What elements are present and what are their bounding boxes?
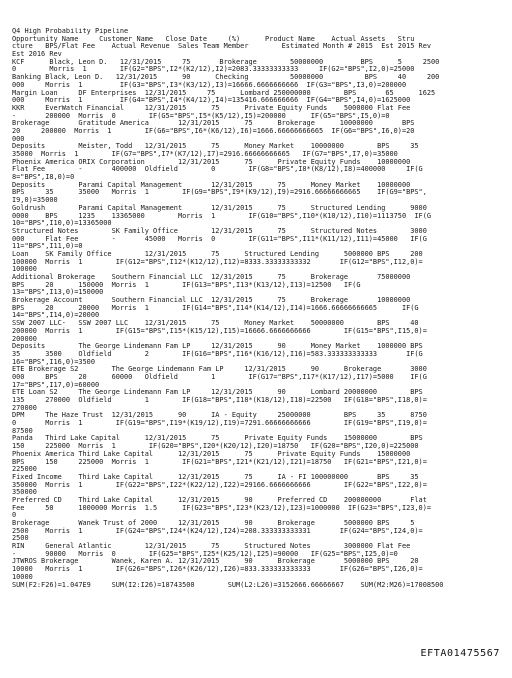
document-line: JTWROS Brokerage Wanek, Karen A. 12/31/2015 90 Brokerage 5000000 BPS 20 [12,557,419,566]
document-line: 135 270000 Oldfield 1 IF(G18="BPS",I18*(K18/12),I18)=22500 IF(G18="BPS",I18,0)= [12,396,427,404]
document-line: 10000 Morris 1 IF(G26="BPS",I26*(K26/12),I26)=833.333333333333 IF(G26="BPS",I26,0)= [12,565,423,574]
document-line: 000 [12,134,25,143]
document-line: 10="BPS",I10,0)=13365000 [12,219,112,228]
document-line: Brokerage Wanek Trust of 2000 12/31/2015 90 Brokerage 5000000 BPS 5 [12,519,415,527]
document-line: Margin Loan DF Enterprises 12/31/2015 75 Lombard 250000000 BPS 65 1625 [12,88,436,97]
document-line: Est 2016 Rev [12,50,62,59]
document-line: Fee 50 1000000 Morris 1.5 IF(G23="BPS",I23*(K23/12),I23)=1000000 IF(G23="BPS",I23,0)= [12,503,431,512]
document-line: 0 Morris 1 IF(G19="BPS",I19*(K19/12),I19)=7291.66666666666 IF(G19="BPS",I19,0)= [12,419,427,428]
document-line: Preferred CD Third Lake Capital 12/31/2015 90 Preferred CD 200000000 Flat [12,495,427,504]
document-line: 10000 [12,572,33,581]
document-line: 350000 Morris 1 IF(G22="BPS",I22*(K22/12),I22)=29166.6666666666 IF(G22="BPS",I22,0)= [12,480,427,489]
document-line: 350000 [12,488,37,497]
document-line: SUM(F2:F26)=1.047E9 SUM(I2:I26)=18743500 SUM(L2:L26)=3152666.66666667 SUM(M2:M26)=17008500 [12,580,444,589]
document-line: Deposits Parami Capital Management 12/31/2015 75 Money Market 10000000 [12,180,411,189]
document-line: Panda Third Lake Capital 12/31/2015 75 Private Equity Funds 15000000 BPS [12,434,423,443]
document-line: BPS 20 150000 Morris 1 IF(G13="BPS",I13*(K13/12),I13)=12500 IF(G [12,280,361,289]
document-line: 0 Morris 1 IF(G2="BPS",I2*(K2/12),I2)=2083.33333333333 IF(G2="BPS",I2,0)=25000 [12,65,415,74]
document-line: Deposits Meister, Todd 12/31/2015 75 Money Market 10000000 BPS 35 [12,142,419,151]
document-line: Banking Black, Leon D. 12/31/2015 90 Checking 50000000 BPS 40 200 [12,73,440,82]
document-line: 20 200000 Morris 1 IF(G6="BPS",I6*(K6/12),I6)=1666.66666666665 IF(G6="BPS",I6,0)=20 [12,126,415,135]
document-line: ETE Loan S2 The George Lindemann Fam LP 12/31/2015 90 Lombard 20000000 BPS [12,388,423,397]
document-id-stamp: EFTA01475567 [420,648,500,659]
document-line: 000 Flat Fee - 45000 Morris 0 IF(G11="BPS",I11*(K11/12),I11)=45000 IF(G [12,234,427,243]
document-line: 0000 BPS 1235 13365000 Morris 1 IF(G10="BPS",I10*(K10/12),I10)=1113750 IF(G [12,211,431,220]
document-line: 0 [12,511,17,520]
document-line: Brokerage Account Southern Financial LLC 12/31/2015 75 Brokerage 10000000 [12,296,411,305]
document-line: 8="BPS",I8,0)=0 [12,173,75,182]
document-line: 150 225000 Morris 1 IF(G20="BPS",I20*(K20/12),I20)=18750 IF(G20="BPS",I20,0)=225000 [12,442,419,451]
document-line: BPS 35 35000 Morris 1 IF(G9="BPS",I9*(K9/12),I9)=2916.66666666665 IF(G9="BPS", [12,188,427,197]
document-line: Additional Brokerage Southern Financial LLC 12/31/2015 75 Brokerage 75000000 [12,273,411,281]
document-line: KKR EverWatch Financial 12/31/2015 75 Private Equity Funds 5000000 Flat Fee [12,103,411,112]
document-line: 87500 [12,426,33,435]
document-line: 000 Morris 1 IF(G4="BPS",I4*(K4/12),I4)=135416.666666666 IF(G4="BPS",I4,0)=1625000 [12,96,411,105]
document-line: Opportunity Name Customer Name Close Date (%) Product Name Actual Assets Stru [12,34,415,43]
document-line: 35 3500 Oldfield 2 IF(G16="BPS",I16*(K16/12),I16)=583.333333333333 IF(G [12,349,423,358]
document-line: 35000 Morris 1 IF(G7="BPS",I7*(K7/12),I7)=2916.66666666665 IF(G7="BPS",I7,0)=35000 [12,150,398,158]
document-line: 225000 [12,465,37,474]
document-line: 17="BPS",I17,0)=60000 [12,380,100,389]
document-line: Q4 High Probability Pipeline [12,28,129,35]
document-line: Brokerage Gratitude America 12/31/2015 75 Brokerage 10000000 BPS [12,119,415,128]
document-line: - 90000 Morris 0 IF(G25="BPS",I25*(K25/12),I25)=90000 IF(G25="BPS",I25,0)=0 [12,549,398,558]
document-line: 200000 Morris 1 IF(G15="BPS",I15*(K15/12),I15)=16666.6666666666 IF(G15="BPS",I15,0)= [12,326,427,335]
document-line: Phoenix America Third Lake Capital 12/31/2015 75 Private Equity Funds 15000000 [12,449,411,458]
document-line: DPM The Haze Trust 12/31/2015 90 IA - Equity 25000000 BPS 35 8750 [12,411,427,420]
document-line: 000 Morris 1 IF(G3="BPS",I3*(K3/12),I3)=16666.6666666666 IF(G3="BPS",I3,0)=200000 [12,80,407,89]
document-line: 270000 [12,403,37,412]
document-line: BPS 20 20000 Morris 1 IF(G14="BPS",I14*(K14/12),I14)=1666.66666666665 IF(G [12,303,419,312]
document-line: - 200000 Morris 0 IF(G5="BPS",I5*(K5/12),I5)=200000 IF(G5="BPS",I5,0)=0 [12,111,390,120]
document-line: ETE Brokerage S2 The George Lindemann Fam LP 12/31/2015 90 Brokerage 3000 [12,365,427,374]
document-line: RIN General Atlantic 12/31/2015 75 Structured Notes 3000000 Flat Fee [12,542,411,551]
document-line: 2500 [12,534,29,543]
document-line: Flat Fee - 400000 Oldfield 0 IF(G8="BPS",I8*(K8/12),I8)=400000 IF(G [12,165,423,174]
document-line: 000 BPS 20 60000 Oldfield 1 IF(G17="BPS",I17*(K17/12),I17)=5000 IF(G [12,372,427,381]
document-line: cture BPS/Flat Fee Actual Revenue Sales Team Member Estimated Month # 2015 Est 2015 Rev [12,42,431,51]
document-line: 14="BPS",I14,0)=20000 [12,311,100,320]
document-line: Fixed Income Third Lake Capital 12/31/2015 75 IA - FI 100000000 BPS 35 [12,472,419,481]
document-line: 100000 [12,265,37,274]
document-body [12,28,504,589]
document-line: Structured Notes SK Family Office 12/31/2015 75 Structured Notes 3000 [12,226,427,235]
document-line: Deposits The George Lindemann Fam LP 12/31/2015 90 Money Market 1000000 BPS [12,342,423,351]
document-line: 13="BPS",I13,0)=150000 [12,288,104,297]
document-line: I9,0)=35000 [12,196,58,205]
document-line: Loan SK Family Office 12/31/2015 75 Structured Lending 5000000 BPS 200 [12,249,423,258]
document-line: Phoenix America ORIX Corporation 12/31/2015 75 Private Equity Funds 10000000 [12,157,411,166]
document-line: SSW 2007 LLC- SSW 2007 LLC 12/31/2015 75 Money Market 50000000 BPS 40 [12,319,419,328]
document-line: BPS 150 225000 Morris 1 IF(G21="BPS",I21*(K21/12),I21)=18750 IF(G21="BPS",I21,0)= [12,457,427,466]
document-line: 200000 [12,334,37,343]
document-line: 16="BPS",I16,0)=3500 [12,357,95,366]
document-line: KCF Black, Leon D. 12/31/2015 75 Brokerage 50000000 BPS 5 2500 [12,57,440,66]
document-line: Goldrush Parami Capital Management 12/31/2015 75 Structured Lending 9000 [12,203,427,212]
document-line: 100000 Morris 1 IF(G12="BPS",I12*(K12/12),I12)=8333.33333333332 IF(G12="BPS",I12,0)= [12,257,423,266]
document-line: 2500 Morris 1 IF(G24="BPS",I24*(K24/12),I24)=208.333333333331 IF(G24="BPS",I24,0)= [12,526,423,535]
document-line: 11="BPS",I11,0)=0 [12,242,83,251]
